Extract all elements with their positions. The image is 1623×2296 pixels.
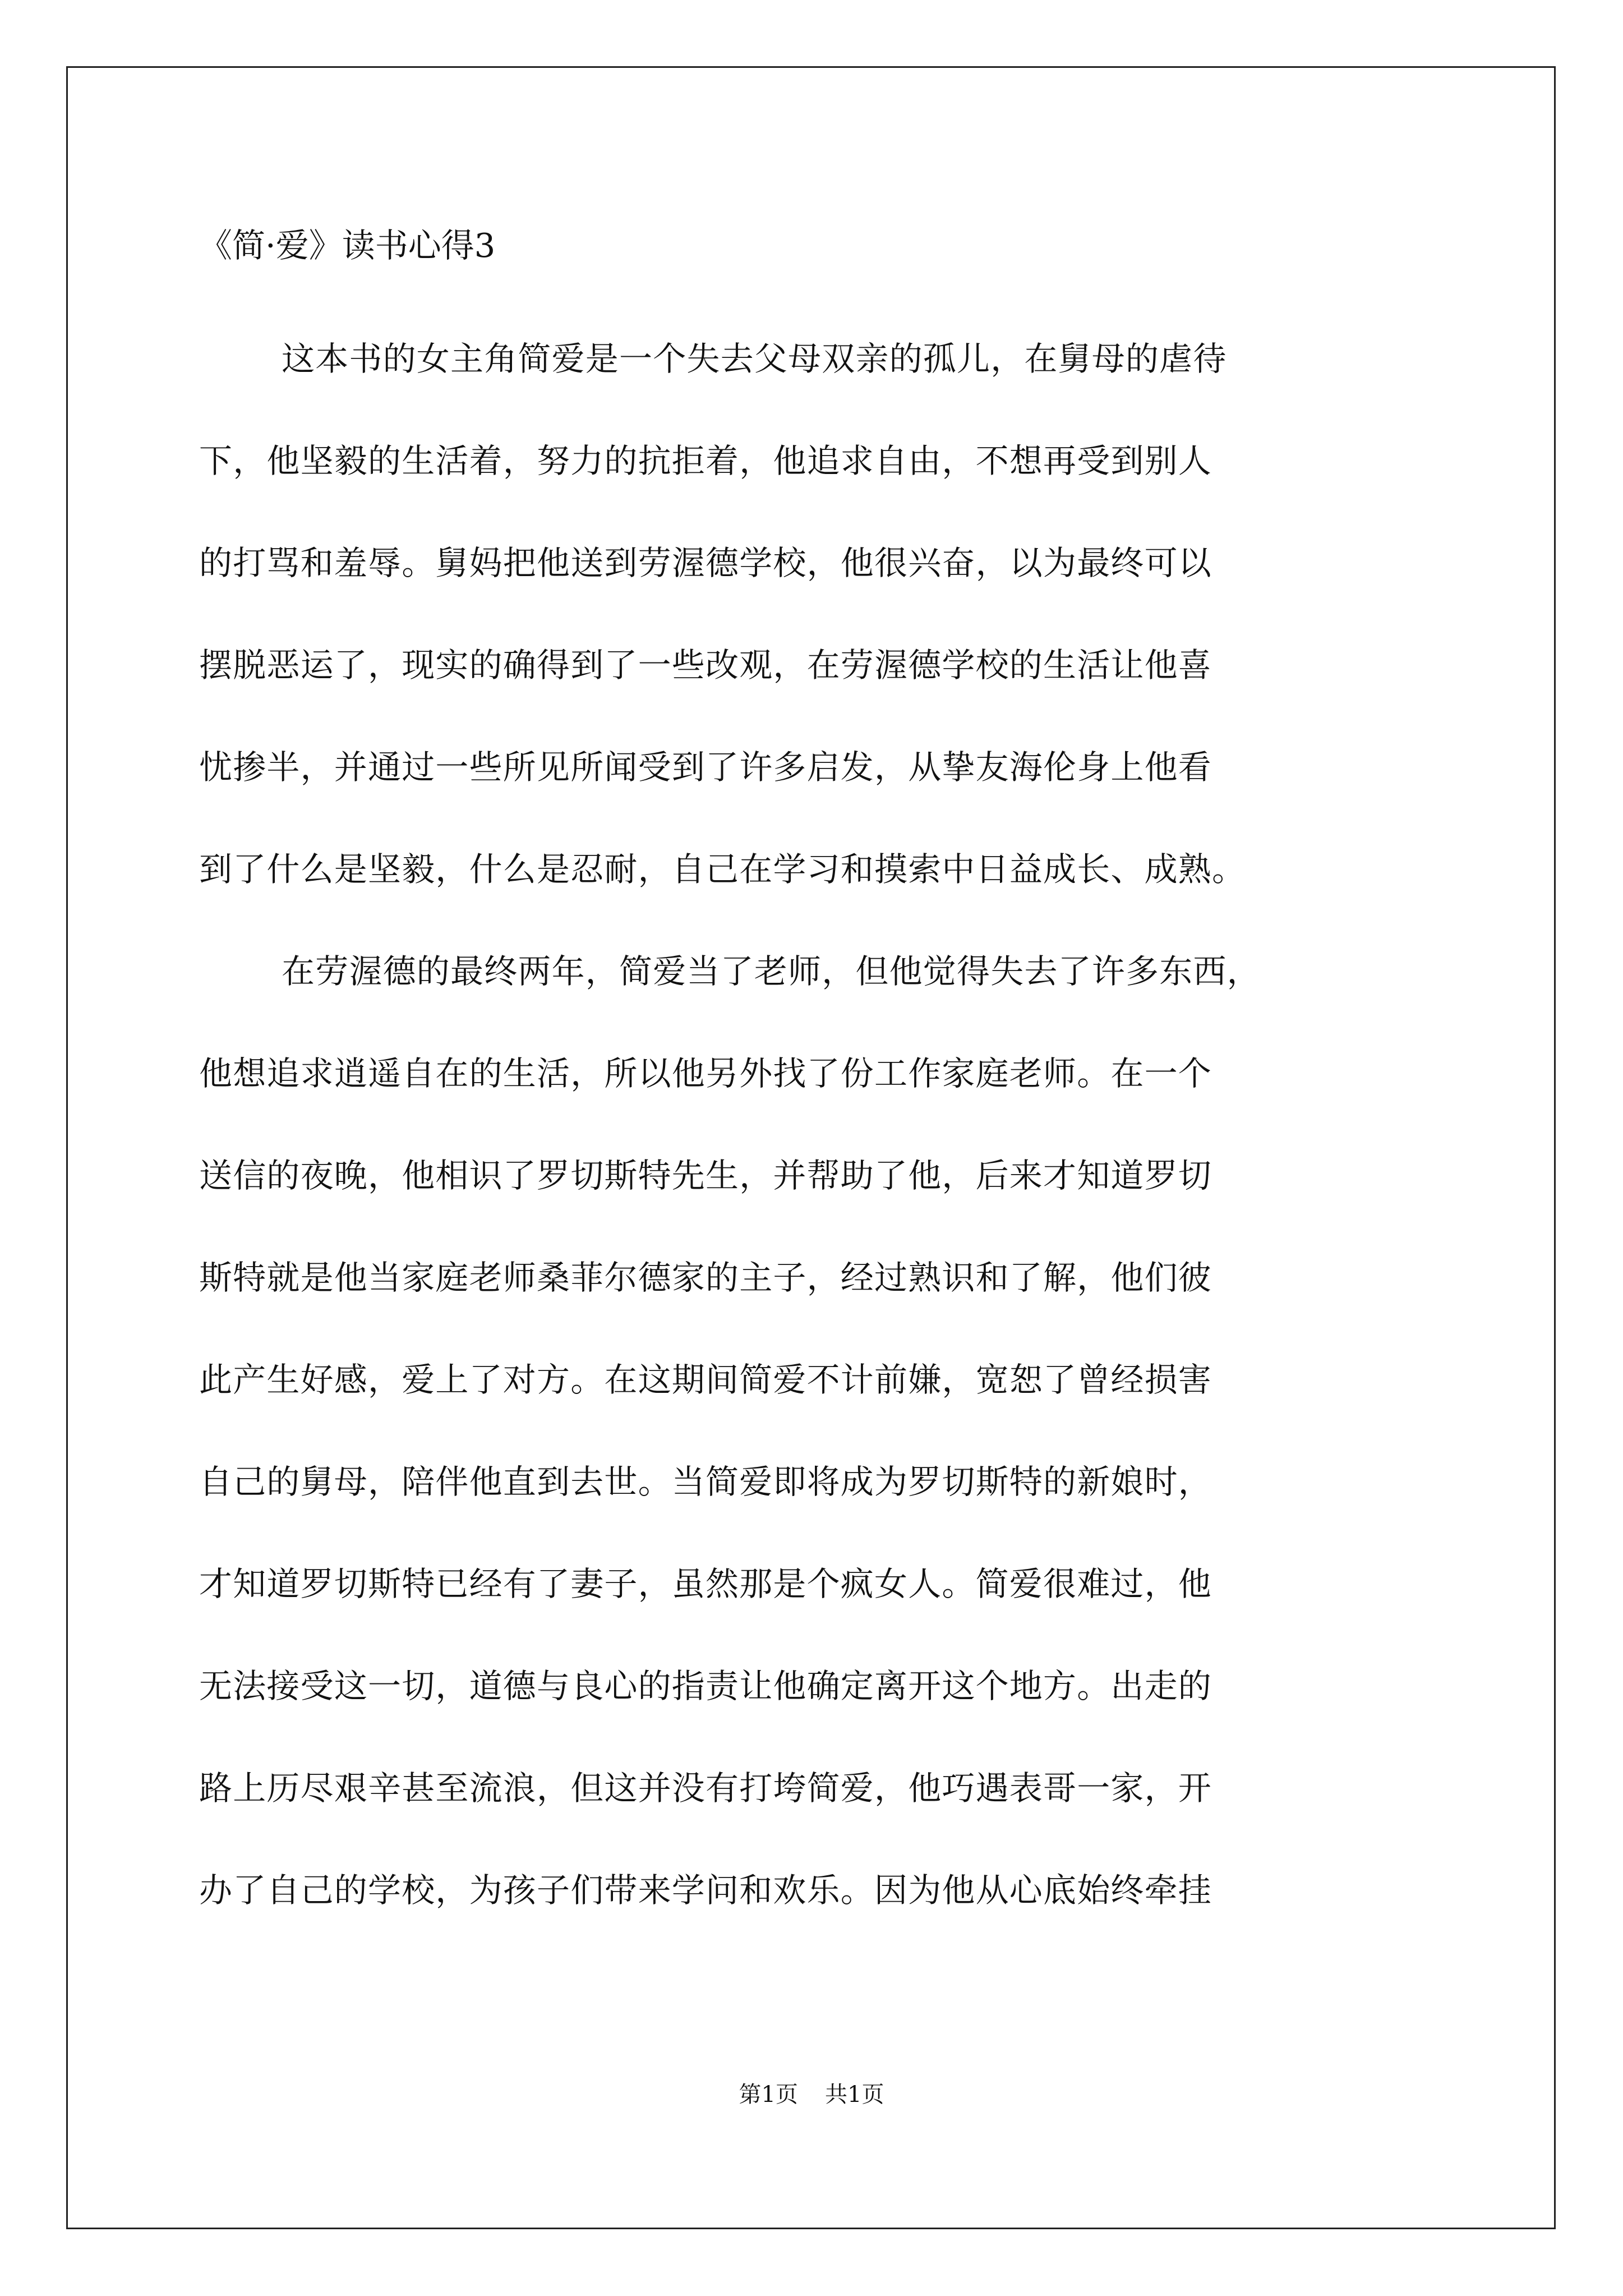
- paragraph-line: 下，他坚毅的生活着，努力的抗拒着，他追求自由，不想再受到别人: [199, 441, 1212, 480]
- paragraph-line: 摆脱恶运了，现实的确得到了一些改观，在劳渥德学校的生活让他喜: [199, 646, 1212, 684]
- page-total: 共1页: [825, 2082, 884, 2108]
- paragraph-line: 这本书的女主角简爱是一个失去父母双亲的孤儿，在舅母的虐待: [282, 339, 1227, 378]
- paragraph-line: 此产生好感，爱上了对方。在这期间简爱不计前嫌，宽恕了曾经损害: [199, 1360, 1212, 1399]
- paragraph-line: 他想追求逍遥自在的生活，所以他另外找了份工作家庭老师。在一个: [199, 1054, 1212, 1093]
- paragraph-line: 无法接受这一切，道德与良心的指责让他确定离开这个地方。出走的: [199, 1667, 1212, 1705]
- paragraph-line: 送信的夜晚，他相识了罗切斯特先生，并帮助了他，后来才知道罗切: [199, 1156, 1212, 1195]
- paragraph-line: 斯特就是他当家庭老师桑菲尔德家的主子，经过熟识和了解，他们彼: [199, 1258, 1212, 1297]
- paragraph-line: 才知道罗切斯特已经有了妻子，虽然那是个疯女人。简爱很难过，他: [199, 1565, 1212, 1603]
- paragraph-line: 忧掺半，并通过一些所见所闻受到了许多启发，从挚友海伦身上他看: [199, 748, 1212, 786]
- page-number: 第1页: [739, 2082, 798, 2108]
- paragraph-line: 的打骂和羞辱。舅妈把他送到劳渥德学校，他很兴奋，以为最终可以: [199, 544, 1212, 582]
- document-title: 《简·爱》读书心得3: [199, 226, 496, 265]
- paragraph-line: 到了什么是坚毅，什么是忍耐，自己在学习和摸索中日益成长、成熟。: [199, 850, 1246, 889]
- page-footer: [0, 2079, 1623, 2110]
- paragraph-line: 在劳渥德的最终两年，简爱当了老师，但他觉得失去了许多东西，: [282, 952, 1261, 991]
- paragraph-line: 路上历尽艰辛甚至流浪，但这并没有打垮简爱，他巧遇表哥一家，开: [199, 1769, 1212, 1807]
- paragraph-line: 办了自己的学校，为孩子们带来学问和欢乐。因为他从心底始终牵挂: [199, 1871, 1212, 1910]
- paragraph-line: 自己的舅母，陪伴他直到去世。当简爱即将成为罗切斯特的新娘时，: [199, 1462, 1212, 1501]
